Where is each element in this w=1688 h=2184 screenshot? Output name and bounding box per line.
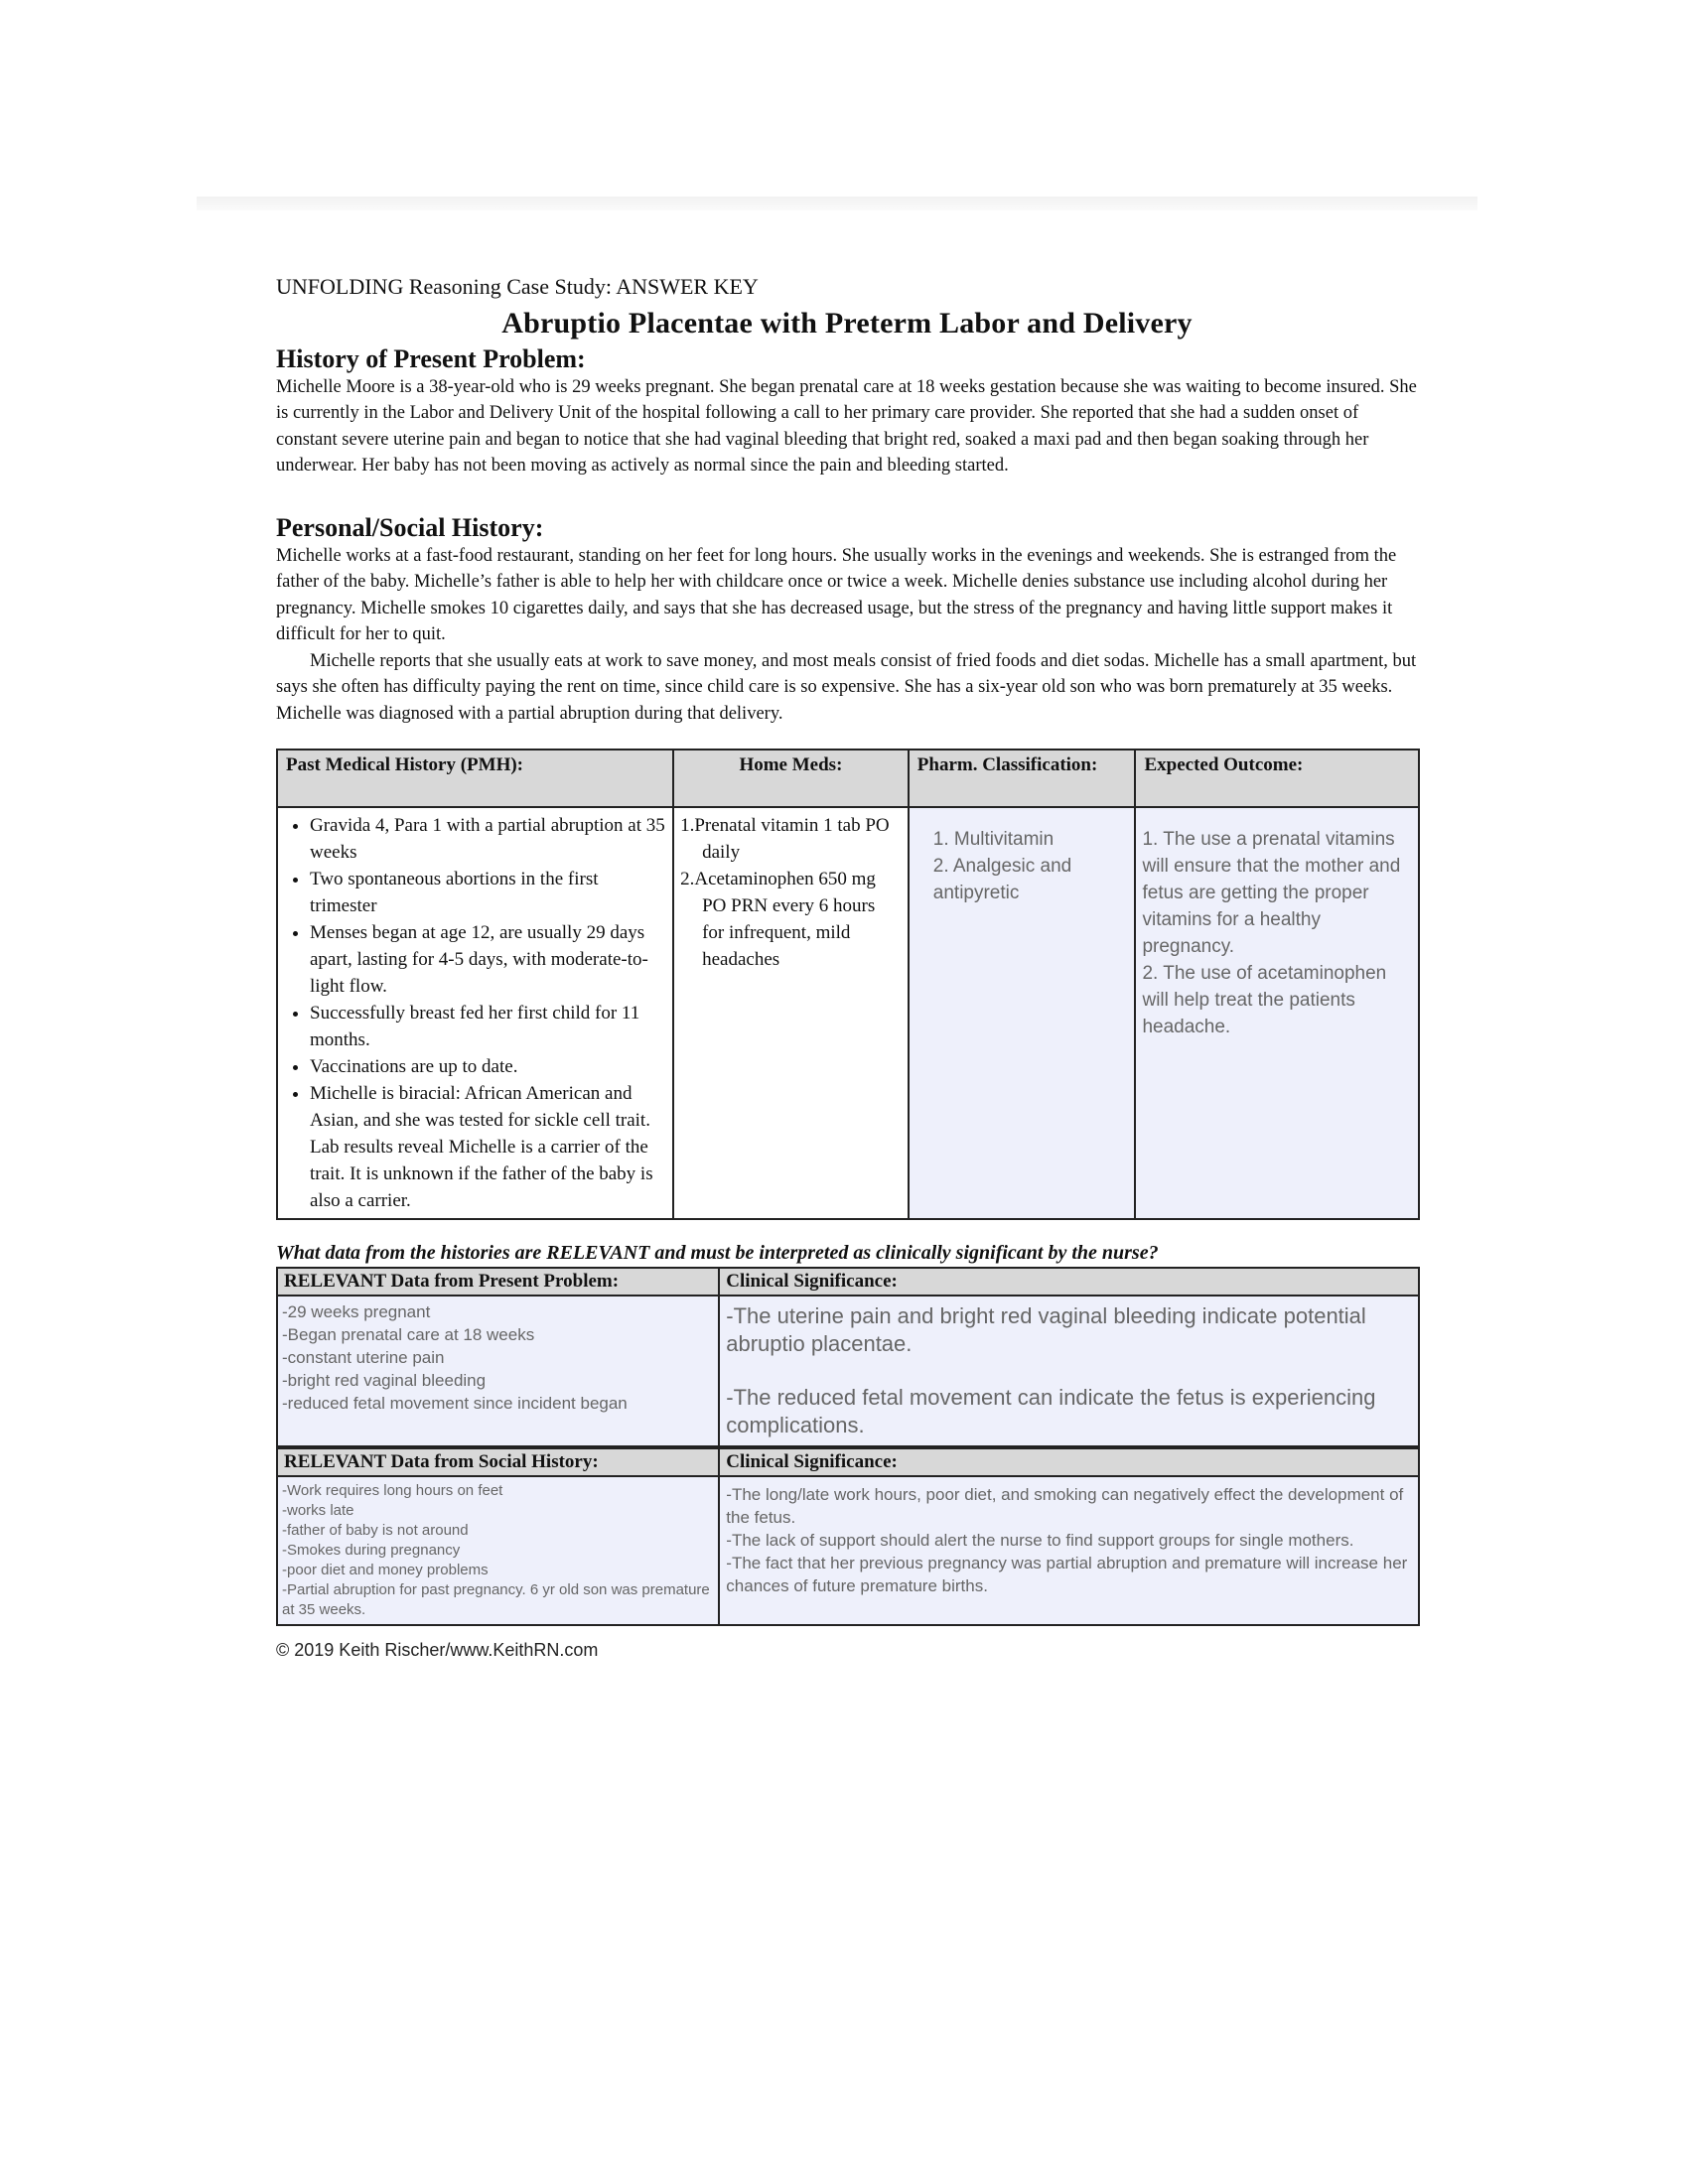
clinical-significance-header: Clinical Significance: bbox=[719, 1268, 1419, 1296]
pmh-item: • Michelle is biracial: African American and Asian, and she was tested for sickle cell trait. Lab results reveal Michelle is a carrier of the trait. It is unknown if the father of the baby is also a carrier. bbox=[310, 1080, 666, 1214]
pmh-item: • Vaccinations are up to date. bbox=[310, 1053, 666, 1080]
pharm-class-item: 2. Analgesic and antipyretic bbox=[932, 856, 1072, 903]
relevant-social-table bbox=[276, 1447, 1420, 1626]
clinical-significance-present-cell bbox=[719, 1296, 1419, 1446]
personal-social-heading: Personal/Social History: bbox=[276, 512, 544, 542]
pmh-header: Past Medical History (PMH): bbox=[277, 750, 673, 807]
clinical-significance-social-cell bbox=[719, 1476, 1419, 1625]
doc-label: UNFOLDING Reasoning Case Study: ANSWER KEY bbox=[276, 274, 759, 299]
home-meds-header: Home Meds: bbox=[673, 750, 909, 807]
relevant-social-item: -poor diet and money problems bbox=[282, 1561, 489, 1578]
clinical-significance-item: -The fact that her previous pregnancy was partial abruption and premature will increase her chances of future premature births. bbox=[726, 1553, 1408, 1595]
home-meds-cell bbox=[673, 807, 909, 1219]
page-top-rule bbox=[197, 197, 1477, 210]
relevant-social-header: RELEVANT Data from Social History: bbox=[277, 1448, 719, 1476]
pmh-cell bbox=[277, 807, 673, 1219]
personal-social-para-1: Michelle works at a fast-food restaurant, standing on her feet for long hours. She usually works in the evenings and weekends. She is estranged from the father of the baby. Michelle’s father is able to help her with childcare once or twice a week. Michelle denies substance use including alcohol during her pregnancy. Michelle smokes 10 cigarettes daily, and says that she has decreased usage, but the stress of the pregnancy and having little support makes it difficult for her to quit. bbox=[276, 545, 1397, 644]
document-page bbox=[276, 274, 1418, 1661]
relevant-social-item: -Work requires long hours on feet bbox=[282, 1481, 503, 1499]
pmh-item: • Menses began at age 12, are usually 29 days apart, lasting for 4-5 days, with moderate-to-light flow. bbox=[310, 919, 666, 1000]
pmh-item: • Gravida 4, Para 1 with a partial abruption at 35 weeks bbox=[310, 812, 666, 866]
relevant-present-item: -reduced fetal movement since incident began bbox=[282, 1393, 628, 1413]
relevant-social-data-cell bbox=[277, 1476, 719, 1625]
history-present-heading: History of Present Problem: bbox=[276, 343, 586, 373]
clinical-significance-item: -The reduced fetal movement can indicate the fetus is experiencing complications. bbox=[726, 1384, 1376, 1437]
home-meds-list bbox=[680, 812, 902, 973]
relevant-present-table bbox=[276, 1267, 1420, 1447]
relevant-social-item: -father of baby is not around bbox=[282, 1521, 469, 1539]
relevance-question: What data from the histories are RELEVANT and must be interpreted as clinically significant by the nurse? bbox=[276, 1242, 1159, 1264]
pmh-list bbox=[284, 812, 666, 1214]
clinical-significance-item: -The long/late work hours, poor diet, and smoking can negatively effect the development of the fetus. bbox=[726, 1484, 1404, 1527]
clinical-significance-header: Clinical Significance: bbox=[719, 1448, 1419, 1476]
pharm-class-header: Pharm. Classification: bbox=[909, 750, 1136, 807]
relevant-present-item: -29 weeks pregnant bbox=[282, 1301, 431, 1321]
home-med-item: 2.Acetaminophen 650 mg PO PRN every 6 hours for infrequent, mild headaches bbox=[680, 869, 876, 970]
relevant-present-header: RELEVANT Data from Present Problem: bbox=[277, 1268, 719, 1296]
pmh-table bbox=[276, 749, 1420, 1220]
relevant-present-data-cell bbox=[277, 1296, 719, 1446]
expected-outcome-item: 1. The use a prenatal vitamins will ensure that the mother and fetus are getting the proper vitamins for a healthy pregnancy. bbox=[1142, 829, 1401, 957]
history-present-text: Michelle Moore is a 38-year-old who is 29 weeks pregnant. She began prenatal care at 18 weeks gestation because she was waiting to become insured. She is currently in the Labor and Delivery Unit of the hospital following a call to her primary care provider. She reported that she had a sudden onset of constant severe uterine pain and began to notice that she had vaginal bleeding that bright red, soaked a maxi pad and then began soaking through her underwear. Her baby has not been moving as actively as normal since the pain and bleeding started. bbox=[276, 376, 1417, 476]
relevant-social-item: -Smokes during pregnancy bbox=[282, 1541, 461, 1559]
clinical-significance-item: -The lack of support should alert the nurse to find support groups for single mothers. bbox=[726, 1530, 1354, 1550]
pmh-item: • Successfully breast fed her first child for 11 months. bbox=[310, 1000, 666, 1053]
personal-social-para-2: Michelle reports that she usually eats at work to save money, and most meals consist of fried foods and diet sodas. Michelle has a small apartment, but says she often has difficulty paying the rent on time, since child care is so expensive. She has a six-year old son who was born prematurely at 35 weeks. Michelle was diagnosed with a partial abruption during that delivery. bbox=[276, 650, 1417, 724]
pmh-item: • Two spontaneous abortions in the first trimester bbox=[310, 866, 666, 919]
relevant-social-item: -Partial abruption for past pregnancy. 6 yr old son was premature at 35 weeks. bbox=[282, 1580, 710, 1618]
relevant-social-item: -works late bbox=[282, 1501, 354, 1519]
relevant-present-item: -Began prenatal care at 18 weeks bbox=[282, 1324, 535, 1344]
copyright-footer: © 2019 Keith Rischer/www.KeithRN.com bbox=[276, 1639, 599, 1660]
relevant-present-item: -constant uterine pain bbox=[282, 1347, 445, 1367]
doc-title: Abruptio Placentae with Preterm Labor and Delivery bbox=[501, 306, 1193, 340]
pharm-class-cell bbox=[909, 807, 1136, 1219]
expected-outcome-header: Expected Outcome: bbox=[1135, 750, 1419, 807]
home-med-item: 1.Prenatal vitamin 1 tab PO daily bbox=[680, 815, 890, 863]
pharm-class-item: 1. Multivitamin bbox=[932, 829, 1055, 850]
relevant-present-item: -bright red vaginal bleeding bbox=[282, 1370, 487, 1390]
expected-outcome-item: 2. The use of acetaminophen will help treat the patients headache. bbox=[1142, 963, 1387, 1037]
clinical-significance-item: -The uterine pain and bright red vaginal bleeding indicate potential abruptio placentae. bbox=[726, 1302, 1366, 1356]
expected-outcome-cell bbox=[1135, 807, 1419, 1219]
